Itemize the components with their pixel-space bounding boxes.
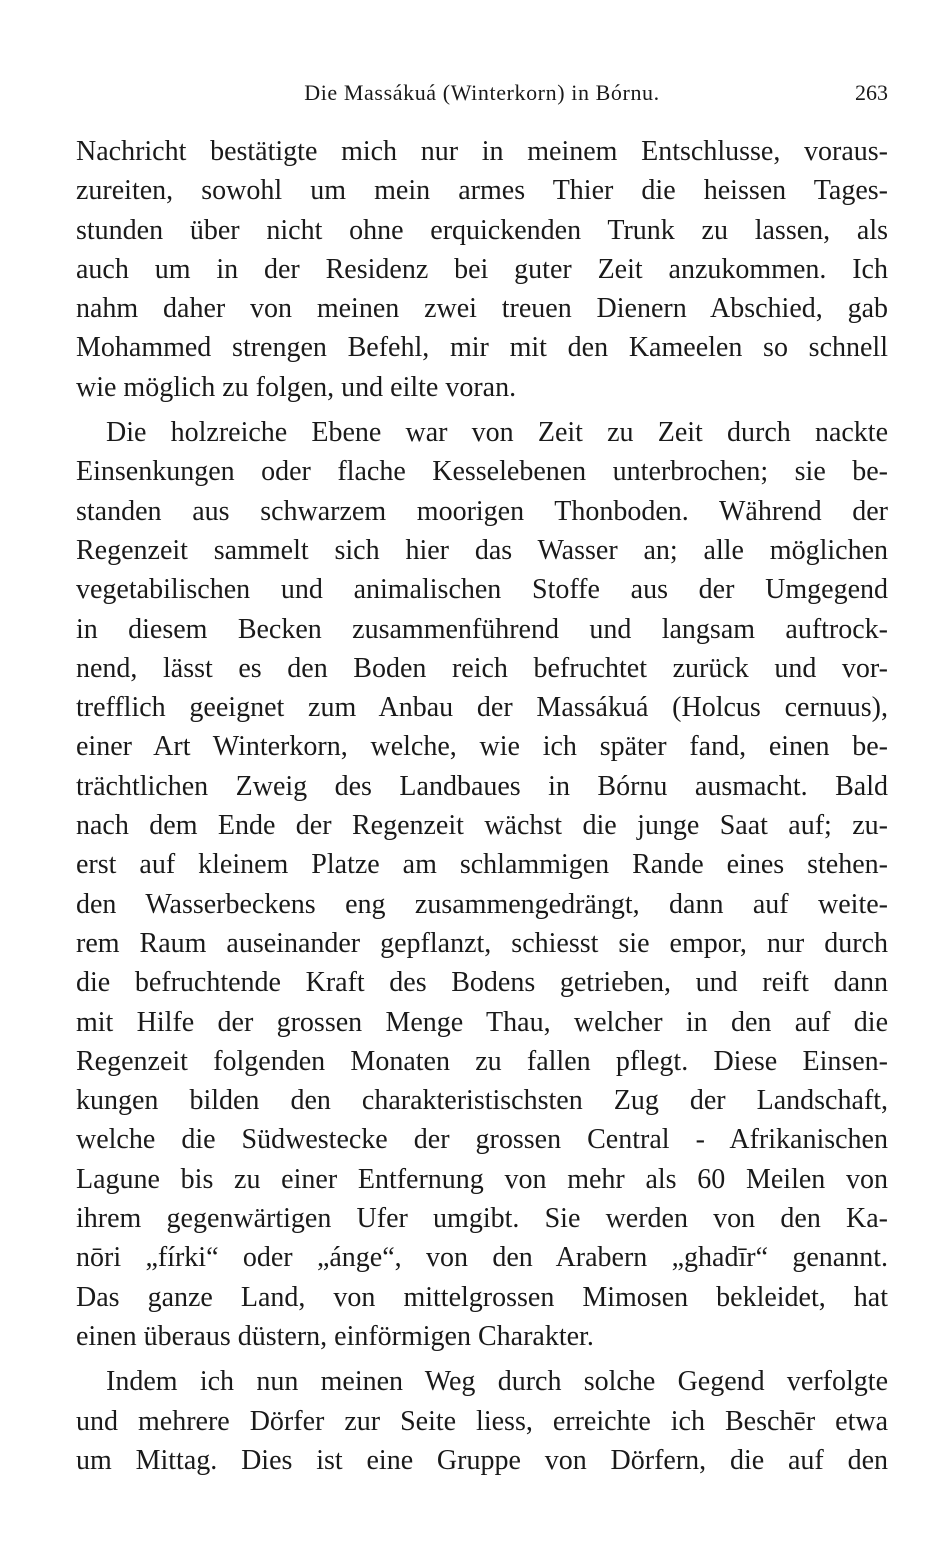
text-line: nend, lässt es den Boden reich befruchtet zurück und vor- [76, 652, 888, 684]
text-line: Einsenkungen oder flache Kesselebenen unterbrochen; sie be- [76, 456, 888, 488]
text-line: Lagune bis zu einer Entfernung von mehr als 60 Meilen von [76, 1163, 888, 1195]
paragraph-2 [76, 413, 888, 1356]
text-line: ihrem gegenwärtigen Ufer umgibt. Sie werden von den Ka- [76, 1203, 888, 1235]
text-line: trefflich geeignet zum Anbau der Massákuá (Holcus cernuus), [76, 692, 888, 724]
page-number: 263 [855, 80, 888, 105]
text-line: Regenzeit folgenden Monaten zu fallen pflegt. Diese Einsen- [76, 1045, 888, 1077]
text-line: nōri „fírki“ oder „ánge“, von den Arabern „ghadīr“ genannt. [76, 1242, 888, 1274]
text-line: nahm daher von meinen zwei treuen Dienern Abschied, gab [76, 293, 888, 325]
body-text [76, 132, 888, 1486]
text-line: wie möglich zu folgen, und eilte voran. [76, 371, 517, 403]
paragraph-3 [76, 1362, 888, 1480]
text-line: stunden über nicht ohne erquickenden Trunk zu lassen, als [76, 214, 888, 246]
text-line: in diesem Becken zusammenführend und langsam auftrock- [76, 613, 888, 645]
text-line: standen aus schwarzem moorigen Thonboden. Während der [76, 495, 888, 527]
text-line: erst auf kleinem Platze am schlammigen Rande eines stehen- [76, 849, 888, 881]
running-title: Die Massákuá (Winterkorn) in Bórnu. [304, 80, 660, 105]
text-line: rem Raum auseinander gepflanzt, schiesst sie empor, nur durch [76, 927, 888, 959]
text-line: welche die Südwestecke der grossen Central - Afrikanischen [76, 1124, 888, 1156]
text-line: auch um in der Residenz bei guter Zeit anzukommen. Ich [76, 253, 888, 285]
text-line: zureiten, sowohl um mein armes Thier die heissen Tages- [76, 175, 888, 207]
text-line: und mehrere Dörfer zur Seite liess, erreichte ich Beschēr etwa [76, 1405, 888, 1437]
text-line: einer Art Winterkorn, welche, wie ich später fand, einen be- [76, 731, 888, 763]
page-header [76, 80, 888, 112]
text-line: mit Hilfe der grossen Menge Thau, welcher in den auf die [76, 1006, 888, 1038]
text-line: trächtlichen Zweig des Landbaues in Bórnu ausmacht. Bald [76, 770, 888, 802]
text-line: vegetabilischen und animalischen Stoffe aus der Umgegend [76, 574, 888, 606]
text-line: nach dem Ende der Regenzeit wächst die junge Saat auf; zu- [76, 810, 888, 842]
text-line: einen überaus düstern, einförmigen Charakter. [76, 1320, 594, 1352]
text-line: Nachricht bestätigte mich nur in meinem Entschlusse, voraus- [76, 136, 888, 167]
text-line: um Mittag. Dies ist eine Gruppe von Dörfern, die auf den [76, 1444, 888, 1476]
paragraph-1 [76, 132, 888, 407]
text-line: Mohammed strengen Befehl, mir mit den Kameelen so schnell [76, 332, 888, 364]
text-line: Indem ich nun meinen Weg durch solche Gegend verfolgte [106, 1366, 888, 1398]
text-line: den Wasserbeckens eng zusammengedrängt, dann auf weite- [76, 888, 888, 920]
text-line: die befruchtende Kraft des Bodens getrieben, und reift dann [76, 967, 888, 999]
text-line: Die holzreiche Ebene war von Zeit zu Zeit durch nackte [106, 417, 888, 449]
text-line: kungen bilden den charakteristischsten Zug der Landschaft, [76, 1085, 888, 1117]
text-line: Das ganze Land, von mittelgrossen Mimosen bekleidet, hat [76, 1281, 888, 1313]
text-line: Regenzeit sammelt sich hier das Wasser an; alle möglichen [76, 534, 888, 566]
